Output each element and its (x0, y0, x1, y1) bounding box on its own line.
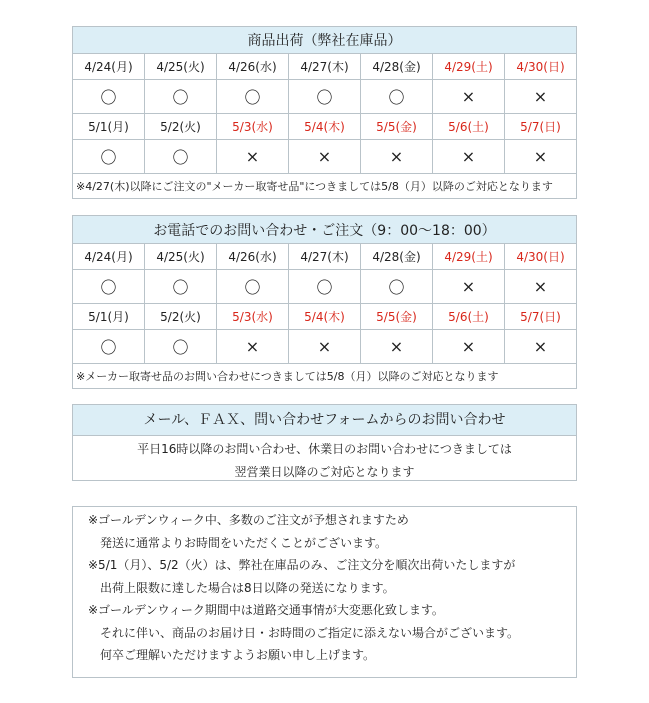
mail-title: メール、ＦＡＸ、問い合わせフォームからのお問い合わせ (73, 405, 576, 436)
phone-week2-dates (73, 304, 577, 330)
date-cell: 5/5(金) (361, 304, 433, 330)
date-cell: 4/27(木) (289, 244, 361, 270)
date-cell: 5/3(水) (217, 304, 289, 330)
notice-line: 何卒ご理解いただけますようお願い申し上げます。 (100, 648, 376, 662)
date-cell: 4/28(金) (361, 244, 433, 270)
date-cell: 5/2(火) (145, 114, 217, 140)
closed-mark: × (217, 140, 289, 174)
open-mark: 〇 (73, 270, 145, 304)
phone-title: お電話でのお問い合わせ・ご注文（9：00～18：00） (73, 216, 577, 244)
phone-schedule-table (72, 215, 577, 389)
open-mark: 〇 (73, 140, 145, 174)
closed-mark: × (433, 270, 505, 304)
date-cell: 4/27(木) (289, 54, 361, 80)
mail-line-2: 翌営業日以降のご対応となります (234, 465, 415, 479)
notice-line: それに伴い、商品のお届け日・お時間のご指定に添えない場合がございます。 (100, 625, 520, 640)
shipping-week2-dates (73, 114, 577, 140)
open-mark: 〇 (145, 330, 217, 364)
notice-line: 発送に通常よりお時間をいただくことがございます。 (100, 535, 388, 550)
closed-mark: × (289, 330, 361, 364)
open-mark: 〇 (289, 270, 361, 304)
closed-mark: × (505, 330, 577, 364)
closed-mark: × (433, 140, 505, 174)
open-mark: 〇 (145, 140, 217, 174)
date-cell: 4/30(日) (505, 54, 577, 80)
date-cell: 4/25(火) (145, 244, 217, 270)
open-mark: 〇 (73, 80, 145, 114)
notice-line: 出荷上限数に達した場合は8日以降の発送になります。 (100, 580, 395, 595)
open-mark: 〇 (217, 270, 289, 304)
date-cell: 5/3(水) (217, 114, 289, 140)
date-cell: 5/6(土) (433, 304, 505, 330)
shipping-schedule-table (72, 26, 577, 199)
closed-mark: × (433, 330, 505, 364)
date-cell: 5/1(月) (73, 304, 145, 330)
date-cell: 4/29(土) (433, 54, 505, 80)
date-cell: 5/1(月) (73, 114, 145, 140)
date-cell: 5/4(木) (289, 114, 361, 140)
shipping-week1-dates (73, 54, 577, 80)
date-cell: 4/30(日) (505, 244, 577, 270)
open-mark: 〇 (73, 330, 145, 364)
shipping-week2-marks (73, 140, 577, 174)
closed-mark: × (505, 270, 577, 304)
open-mark: 〇 (289, 80, 361, 114)
date-cell: 4/24(月) (73, 244, 145, 270)
closed-mark: × (217, 330, 289, 364)
mail-inquiry-box (72, 404, 577, 481)
closed-mark: × (505, 140, 577, 174)
golden-week-notice (72, 506, 577, 678)
date-cell: 5/6(土) (433, 114, 505, 140)
date-cell: 5/4(木) (289, 304, 361, 330)
notice-line: ※ゴールデンウィーク中、多数のご注文が予想されますため (88, 513, 409, 527)
open-mark: 〇 (361, 80, 433, 114)
closed-mark: × (361, 330, 433, 364)
open-mark: 〇 (361, 270, 433, 304)
date-cell: 4/26(水) (217, 54, 289, 80)
open-mark: 〇 (217, 80, 289, 114)
date-cell: 4/28(金) (361, 54, 433, 80)
open-mark: 〇 (145, 80, 217, 114)
phone-note: ※メーカー取寄せ品のお問い合わせにつきましては5/8（月）以降のご対応となります (73, 364, 577, 389)
shipping-note: ※4/27(木)以降にご注文の"メーカー取寄せ品"につきましては5/8（月）以降のご対応となります (73, 174, 577, 199)
closed-mark: × (505, 80, 577, 114)
shipping-title: 商品出荷（弊社在庫品） (73, 27, 577, 54)
date-cell: 4/25(火) (145, 54, 217, 80)
date-cell: 5/7(日) (505, 304, 577, 330)
closed-mark: × (289, 140, 361, 174)
open-mark: 〇 (145, 270, 217, 304)
notice-line: ※ゴールデンウィーク期間中は道路交通事情が大変悪化致します。 (88, 603, 444, 617)
notice-line: ※5/1（月）、5/2（火）は、弊社在庫品のみ、ご注文分を順次出荷いたしますが (88, 558, 516, 572)
closed-mark: × (361, 140, 433, 174)
date-cell: 4/29(土) (433, 244, 505, 270)
date-cell: 4/24(月) (73, 54, 145, 80)
phone-week2-marks (73, 330, 577, 364)
closed-mark: × (433, 80, 505, 114)
date-cell: 4/26(水) (217, 244, 289, 270)
date-cell: 5/7(日) (505, 114, 577, 140)
phone-week1-dates (73, 244, 577, 270)
date-cell: 5/5(金) (361, 114, 433, 140)
shipping-week1-marks (73, 80, 577, 114)
phone-week1-marks (73, 270, 577, 304)
mail-line-1: 平日16時以降のお問い合わせ、休業日のお問い合わせにつきましては (137, 442, 512, 456)
date-cell: 5/2(火) (145, 304, 217, 330)
